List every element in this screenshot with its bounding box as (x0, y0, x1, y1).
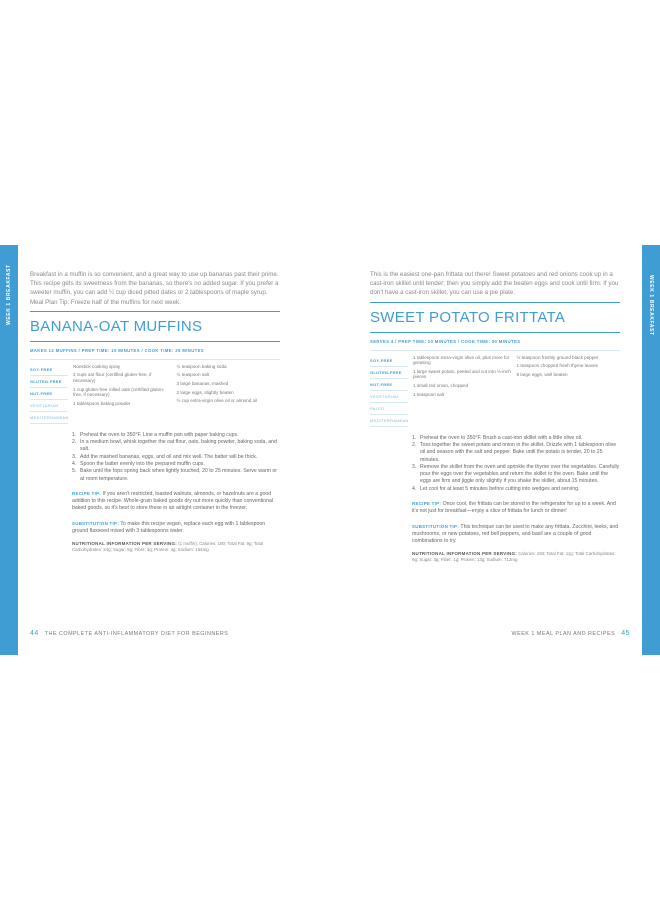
diet-tag: NUT-FREE (370, 379, 408, 391)
step: 4. Spoon the batter evenly into the prepared muffin cups. (72, 461, 205, 467)
ingredient: 1 tablespoon extra-virgin olive oil, plus more for greasing (413, 354, 510, 366)
ingredient: 2 cups oat flour (certified gluten-free, if necessary) (73, 372, 152, 383)
tip-text: Once cool, the frittata can be stored in the refrigerator for up to a week. And it's not just for breakfast—enjoy a slice of frittata for lunch or dinner! (412, 500, 616, 515)
nutrition-label: NUTRITIONAL INFORMATION PER SERVING: (412, 551, 517, 557)
substitution-tip (412, 523, 620, 546)
diet-tag: GLUTEN-FREE (370, 367, 408, 379)
ingredient-column (517, 355, 621, 427)
step: 2. In a medium bowl, whisk together the oat flour, oats, baking powder, baking soda, and salt. (72, 439, 280, 454)
ingredient-column (73, 364, 177, 424)
side-tab-right (642, 245, 660, 655)
side-tab-left-label: WEEK 1 BREAKFAST (6, 264, 12, 325)
step: 1. Preheat the oven to 350°F. Line a muffin pan with paper baking cups. (72, 431, 239, 438)
diet-tag: SOY-FREE (30, 364, 68, 376)
ingredient-columns (73, 364, 280, 424)
page-number: 44 (30, 630, 39, 637)
step: 4. Let cool for at least 5 minutes before cutting into wedges and serving. (412, 485, 580, 492)
divider (370, 350, 620, 351)
diet-tag: GLUTEN-FREE (30, 376, 68, 388)
ingredients-block (370, 355, 620, 427)
book-title: THE COMPLETE ANTI-INFLAMMATORY DIET FOR BEGINNERS (44, 631, 229, 637)
diet-tags (30, 364, 68, 424)
recipe-title: SWEET POTATO FRITTATA (370, 308, 566, 326)
substitution-tip (72, 520, 280, 536)
ingredient-column (177, 364, 281, 424)
step: 1. Preheat the oven to 350°F. Brush a cast-iron skillet with a little olive oil. (412, 434, 583, 441)
ingredients-block (30, 364, 280, 424)
diet-tag: SOY-FREE (370, 355, 408, 367)
side-tab-right-label: WEEK 1 BREAKFAST (648, 275, 654, 336)
recipe-meta: SERVES 4 / PREP TIME: 10 MINUTES / COOK TIME: 30 MINUTES (370, 338, 521, 344)
step-text: In a medium bowl, whisk together the oat flour, oats, baking powder, baking soda, and salt. (80, 439, 277, 453)
step: 2. Toss together the sweet potato and onion in the skillet. Drizzle with 1 tablespoon olive oil and season with the salt and pepper. Bake until the potato is tender, 20 to 25 minutes. (412, 442, 620, 464)
divider (370, 332, 620, 333)
step-text: Preheat the oven to 350°F. Brush a cast-iron skillet with a little olive oil. (420, 434, 583, 441)
ingredient: 8 large eggs, well beaten (516, 371, 568, 377)
nutrition-label: NUTRITIONAL INFORMATION PER SERVING: (72, 541, 177, 547)
tip-label: RECIPE TIP: (412, 500, 442, 506)
diet-tag: NUT-FREE (30, 388, 68, 400)
nutrition-info (412, 551, 620, 563)
nutrition-text: Calories: 193; Total Fat: 11g; Total Carbohydrates: 9g; Sugar: 3g; Fiber: 1g; Protein: 13g; Sodium: 713mg (412, 551, 616, 563)
left-page (30, 270, 280, 553)
recipe-tip (72, 490, 280, 513)
nutrition-text: (1 muffin): Calories: 180; Total Fat: 9g; Total Carbohydrates: 24g; Sugar: 5g; Fiber: 3g; Protein: 4g; Sodium: 154mg (72, 541, 264, 553)
step-text: Toss together the sweet potato and onion in the skillet. Drizzle with 1 tablespoon olive oil and season with the salt and pepper. Bake until the potato is tender, 20 to 25 minutes. (420, 441, 617, 463)
diet-tag: VEGETARIAN (370, 391, 408, 403)
tip-label: SUBSTITUTION TIP: (72, 520, 120, 526)
ingredient: 1 teaspoon chopped fresh thyme leaves (516, 363, 598, 369)
ingredient: 2 large eggs, slightly beaten (176, 389, 234, 395)
ingredient: 1 large sweet potato, peeled and cut into ½-inch pieces (413, 368, 511, 380)
divider (30, 341, 280, 342)
diet-tag: VEGETARIAN (30, 400, 68, 412)
tip-label: RECIPE TIP: (72, 490, 102, 496)
right-page (370, 270, 620, 563)
step-text: Bake until the tops spring back when lightly touched, 20 to 25 minutes. Serve warm or at room temperature. (80, 468, 277, 482)
chapter-title: WEEK 1 MEAL PLAN AND RECIPES (511, 631, 616, 637)
ingredient-columns (413, 355, 620, 427)
ingredient: 1 small red onion, chopped (413, 382, 469, 388)
ingredient: ½ cup extra-virgin olive oil or almond oil (176, 398, 258, 404)
step: 3. Remove the skillet from the oven and sprinkle the thyme over the vegetables. Carefully pour the eggs over the vegetables and return the skillet to the oven. Bake until the eggs are firm and jiggle only slightly if you shake the skillet, about 15 minutes. (412, 463, 620, 485)
divider (370, 302, 620, 303)
ingredient: 3 large bananas, mashed (176, 381, 229, 386)
ingredient: 1 cup gluten-free rolled oats (certified gluten-free, if necessary) (73, 386, 165, 398)
recipe-tip (412, 500, 620, 516)
page-number: 45 (621, 630, 630, 637)
diet-tag: PALEO (370, 403, 408, 415)
recipe-steps (412, 435, 620, 493)
ingredient-column (413, 355, 517, 427)
diet-tag: MEDITERRANEAN (370, 415, 408, 427)
diet-tags (370, 355, 408, 427)
step-text: Spoon the batter evenly into the prepared muffin cups. (80, 461, 205, 467)
ingredient: ½ teaspoon freshly ground black pepper (516, 354, 599, 360)
recipe-title: BANANA-OAT MUFFINS (30, 317, 203, 335)
recipe-intro: This is the easiest one-pan frittata out there! Sweet potatoes and red onions cook up in a cast-iron skillet until tender; then you simply add the beaten eggs and cook until firm. If you don't have a cast-iron skillet, you can use a pie plate. (370, 271, 619, 297)
step-text: Let cool for at least 5 minutes before cutting into wedges and serving. (420, 485, 580, 492)
ingredient: ½ teaspoon baking soda (176, 363, 227, 369)
recipe-steps (72, 432, 280, 483)
footer-right (512, 630, 630, 637)
ingredient: 1 tablespoon baking powder (73, 400, 131, 406)
tip-label: SUBSTITUTION TIP: (412, 523, 460, 529)
nutrition-info (72, 541, 280, 553)
divider (30, 311, 280, 312)
ingredient: ½ teaspoon salt (176, 372, 209, 378)
step: 3. Add the mashed bananas, eggs, and oil and mix well. The batter will be thick. (72, 453, 258, 460)
recipe-intro: Breakfast in a muffin is so convenient, and a great way to use up bananas past their prime. This recipe gets its sweetness from the bananas, so there's no added sugar. If you prefer a sweeter muffin, you can add ¼ cup diced pitted dates or 2 tablespoons of maple syrup. Meal Plan Tip: Freeze half of the muffins for next week. (30, 271, 279, 306)
tip-text: If you aren't restricted, toasted walnuts, almonds, or hazelnuts are a good addition to this recipe. Whole-grain baked goods dry out more quickly than conventional baked goods, so it's best to store these in an airtight container in the freezer. (72, 490, 273, 512)
step-text: Preheat the oven to 350°F. Line a muffin pan with paper baking cups. (80, 431, 239, 438)
step-text: Add the mashed bananas, eggs, and oil and mix well. The batter will be thick. (80, 453, 258, 460)
step: 5. Bake until the tops spring back when lightly touched, 20 to 25 minutes. Serve warm or at room temperature. (72, 468, 280, 483)
recipe-meta: MAKES 12 MUFFINS / PREP TIME: 10 MINUTES / COOK TIME: 25 MINUTES (30, 347, 204, 353)
tip-text: To make this recipe vegan, replace each egg with 1 tablespoon ground flaxseed mixed with 3 tablespoons water. (72, 520, 266, 535)
ingredient: Nonstick cooking spray (73, 363, 121, 369)
diet-tag: MEDITERRANEAN (30, 412, 68, 424)
footer-left (30, 630, 228, 637)
step-text: Remove the skillet from the oven and sprinkle the thyme over the vegetables. Carefully pour the eggs over the vegetables and return the skillet to the oven. Bake until the eggs are firm and jiggle only slightly if you shake the skillet, about 15 minutes. (420, 463, 620, 485)
ingredient: 1 teaspoon salt (413, 391, 445, 397)
tip-text: This technique can be used to make any frittata. Zucchini, leeks, and mushrooms, or new potatoes, red bell peppers, and basil are a couple of good combinations to try. (412, 523, 619, 545)
side-tab-left (0, 245, 18, 655)
divider (30, 359, 280, 360)
